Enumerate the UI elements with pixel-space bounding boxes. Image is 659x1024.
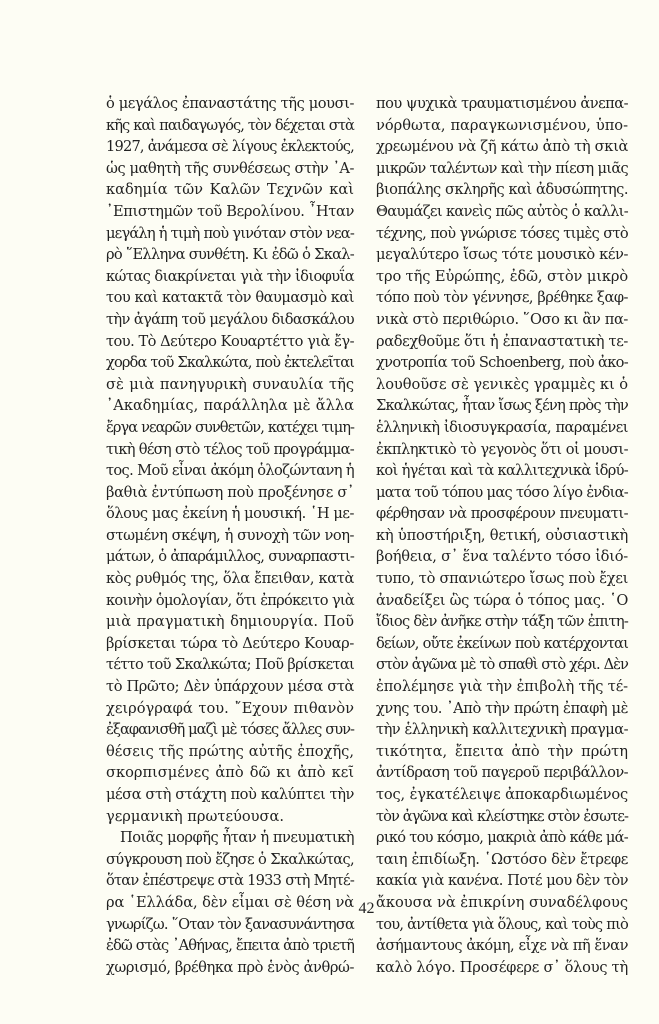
text-line: χνοτροπία τοῦ Schoenberg, ποὺ ἀκο- [376, 354, 628, 372]
text-line: τος, ἐγκατέλειψε ἀποκαρδιωμένος [376, 786, 628, 803]
text-line: ἐξαφανισθῆ μαζὶ μὲ τόσες ἄλλες συν- [106, 721, 354, 739]
text-line: μέσα στὴ στάχτη ποὺ καλύπτει τὴν [106, 786, 354, 803]
text-line: μεγαλύτερο ἴσως τότε μουσικὸ κέν- [376, 246, 628, 264]
text-line: καδημία τῶν Καλῶν Τεχνῶν καὶ [106, 181, 354, 199]
text-line: νικὰ στὸ περιθώριο. ῞Οσο κι ἂν πα- [376, 310, 628, 328]
text-line: κακία γιὰ κανένα. Ποτέ μου δὲν τὸν [376, 872, 628, 890]
text-line: μάτων, ὁ ἀπαράμιλλος, συναρπαστι- [106, 548, 354, 566]
text-line: λουθοῦσε σὲ γενικὲς γραμμὲς κι ὁ [376, 375, 628, 393]
text-line: ρικό του κόσμο, μακριὰ ἀπὸ κάθε μά- [376, 829, 628, 847]
text-line: τυπο, τὸ σπανιώτερο ἴσως ποὺ ἔχει [376, 570, 628, 588]
right-text-column [376, 93, 628, 978]
text-line: κώτας διακρίνεται γιὰ τὴν ἰδιοφυΐα [106, 267, 354, 285]
text-line: που ψυχικὰ τραυματισμένου ἀνεπα- [376, 95, 628, 112]
text-line: μιὰ πραγματικὴ δημιουργία. Ποῦ [106, 613, 354, 631]
text-line: Ποιᾶς μορφῆς ἦταν ἡ πνευματικὴ [120, 829, 354, 847]
text-line: στὸν ἀγῶνα μὲ τὸ σπαθὶ στὸ χέρι. Δὲν [376, 656, 628, 674]
text-line: ρὸ ῞Ελληνα συνθέτη. Κι ἐδῶ ὁ Σκαλ- [106, 246, 354, 264]
text-line: μεγάλη ἡ τιμὴ ποὺ γινόταν στὸν νεα- [106, 224, 354, 242]
text-line: ματα τοῦ τόπου μας τόσο λίγο ἐνδια- [376, 483, 628, 501]
text-line: τὸ Πρῶτο; Δὲν ὑπάρχουν μέσα στὰ [106, 678, 354, 696]
text-line: χορδα τοῦ Σκαλκώτα, ποὺ ἐκτελεῖται [106, 354, 354, 372]
text-line: στωμένη σκέψη, ἡ συνοχὴ τῶν νοη- [106, 526, 354, 544]
text-line: ἐκπληκτικὸ τὸ γεγονὸς ὅτι οἱ μουσι- [376, 440, 628, 458]
text-line: ὅλους μας ἐκείνη ἡ μουσική. ῾Η με- [106, 505, 354, 523]
text-line: ραδεχθοῦμε ὅτι ἡ ἐπαναστατικὴ τε- [376, 332, 628, 350]
text-line: ἐπολέμησε γιὰ τὴν ἐπιβολὴ τῆς τέ- [376, 678, 628, 696]
text-line: κὴ ὑποστήριξη, θετική, οὐσιαστικὴ [376, 526, 628, 544]
text-line: ᾿Επιστημῶν τοῦ Βερολίνου. ῏Ηταν [106, 202, 354, 220]
text-line: 1927, ἀνάμεσα σὲ λίγους ἐκλεκτούς, [106, 138, 354, 156]
text-line: ᾿Ακαδημίας, παράλληλα μὲ ἄλλα [106, 397, 354, 415]
text-line: τόπο ποὺ τὸν γέννησε, βρέθηκε ξαφ- [376, 289, 628, 307]
text-line: Σκαλκώτας, ἦταν ἴσως ξένη πρὸς τὴν [376, 397, 628, 415]
text-line: κῆς καὶ παιδαγωγός, τὸν δέχεται στὰ [106, 116, 354, 134]
text-line: μικρῶν ταλέντων καὶ τὴν πίεση μιᾶς [376, 159, 628, 177]
text-line: τικὴ θέση στὸ τέλος τοῦ προγράμμα- [106, 440, 354, 458]
text-line: βιοπάλης σκληρῆς καὶ ἀδυσώπητης. [376, 181, 628, 199]
text-line: βοήθεια, σ᾿ ἕνα ταλέντο τόσο ἰδιό- [376, 548, 628, 566]
text-line: του καὶ κατακτᾶ τὸν θαυμασμὸ καὶ [106, 289, 354, 307]
text-line: ἀσήμαντους ἀκόμη, εἶχε νὰ πῆ ἕναν [376, 937, 628, 955]
text-line: του. Τὸ Δεύτερο Κουαρτέττο γιὰ ἔγ- [106, 332, 354, 350]
text-line: χνης του. ᾿Απὸ τὴν πρώτη ἐπαφὴ μὲ [376, 699, 628, 717]
text-line: τικότητα, ἔπειτα ἀπὸ τὴν πρώτη [376, 742, 628, 760]
text-line: καλὸ λόγο. Προσέφερε σ᾿ ὅλους τὴ [376, 958, 628, 976]
text-line: ταιη ἐπιδίωξη. ῾Ωστόσο δὲν ἔτρεφε [376, 850, 628, 868]
text-line: σὲ μιὰ πανηγυρικὴ συναυλία τῆς [106, 375, 354, 393]
text-line: ἀναδείξει ὣς τώρα ὁ τόπος μας. ῾Ο [376, 591, 628, 609]
text-line: θέσεις τῆς πρώτης αὐτῆς ἐποχῆς, [106, 742, 354, 760]
text-line: ἴδιος δὲν ἀνῆκε στὴν τάξη τῶν ἐπιτη- [376, 613, 628, 631]
text-line: ἄκουσα νὰ ἐπικρίνη συναδέλφους [376, 893, 628, 911]
text-line: χωρισμό, βρέθηκα πρὸ ἑνὸς ἀνθρώ- [106, 958, 354, 976]
text-line: δείων, οὔτε ἐκείνων ποὺ κατέρχονται [376, 634, 628, 652]
text-line: ὅταν ἐπέστρεψε στὰ 1933 στὴ Μητέ- [106, 872, 354, 890]
text-line: γερμανικὴ πρωτεύουσα. [106, 807, 284, 825]
text-line: κοὶ ἡγέται καὶ τὰ καλλιτεχνικὰ ἱδρύ- [376, 462, 628, 480]
text-line: του, ἀντίθετα γιὰ ὅλους, καὶ τοὺς πιὸ [376, 915, 628, 933]
text-line: τὸν ἀγῶνα καὶ κλείστηκε στὸν ἐσωτε- [376, 807, 628, 825]
text-line: ἑλληνικὴ ἰδιοσυγκρασία, παραμένει [376, 418, 628, 436]
text-line: ἀντίδραση τοῦ παγεροῦ περιβάλλον- [376, 764, 628, 782]
text-line: ὁ μεγάλος ἐπαναστάτης τῆς μουσι- [106, 95, 354, 112]
text-line: τὴν ἀγάπη τοῦ μεγάλου διδασκάλου [106, 310, 354, 328]
text-line: τος. Μοῦ εἶναι ἀκόμη ὁλοζώντανη ἡ [106, 462, 354, 480]
text-line: ἐδῶ στὰς ᾿Αθήνας, ἔπειτα ἀπὸ τριετῆ [106, 937, 354, 955]
text-line: χρεωμένου νὰ ζῆ κάτω ἀπὸ τὴ σκιὰ [376, 138, 628, 156]
text-line: Θαυμάζει κανεὶς πῶς αὐτὸς ὁ καλλι- [376, 202, 628, 220]
left-text-column [106, 93, 354, 978]
text-line: ἔργα νεαρῶν συνθετῶν, κατέχει τιμη- [106, 418, 354, 436]
text-line: βαθιὰ ἐντύπωση ποὺ προξένησε σ᾿ [106, 483, 354, 501]
text-line: τέττο τοῦ Σκαλκώτα; Ποῦ βρίσκεται [106, 656, 354, 674]
page-number: 42 [358, 900, 375, 917]
text-line: χειρόγραφά του. ῎Εχουν πιθανὸν [106, 699, 354, 717]
text-line: σκορπισμένες ἀπὸ δῶ κι ἀπὸ κεῖ [106, 764, 354, 782]
text-line: σύγκρουση ποὺ ἔζησε ὁ Σκαλκώτας, [106, 850, 354, 868]
text-line: τέχνης, ποὺ γνώρισε τόσες τιμὲς στὸ [376, 224, 628, 242]
text-line: ρα ῾Ελλάδα, δὲν εἶμαι σὲ θέση νὰ [106, 893, 354, 911]
text-line: κὸς ρυθμός της, ὅλα ἔπειθαν, κατὰ [106, 570, 354, 588]
text-line: νόρθωτα, παραγκωνισμένου, ὑπο- [376, 116, 628, 134]
text-line: τὴν ἑλληνικὴ καλλιτεχνικὴ πραγμα- [376, 721, 628, 739]
text-line: τρο τῆς Εὐρώπης, ἐδῶ, στὸν μικρὸ [376, 267, 628, 285]
text-line: ὡς μαθητὴ τῆς συνθέσεως στὴν ᾿Α- [106, 159, 354, 177]
text-line: κοινὴν ὁμολογίαν, ὅτι ἐπρόκειτο γιὰ [106, 591, 354, 609]
text-line: βρίσκεται τώρα τὸ Δεύτερο Κουαρ- [106, 634, 354, 652]
text-line: φέρθησαν νὰ προσφέρουν πνευματι- [376, 505, 628, 523]
text-line: γνωρίζω. ῞Οταν τὸν ξανασυνάντησα [106, 915, 354, 933]
